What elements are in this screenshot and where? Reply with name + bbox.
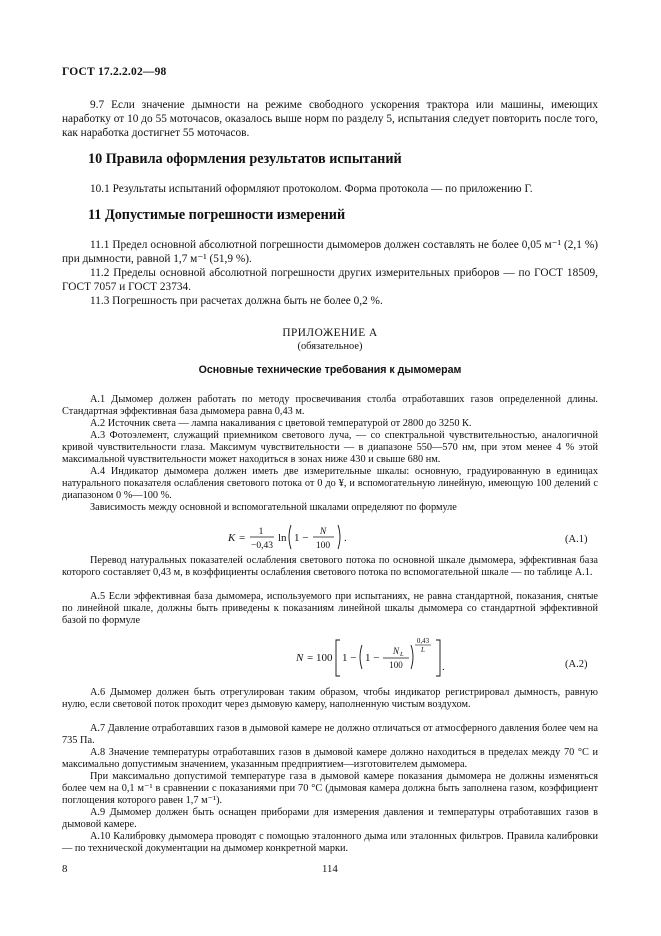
svg-text:1: 1 (258, 527, 264, 537)
paragraph-11-2: 11.2 Пределы основной абсолютной погрешности других измерительных приборов — по ГОСТ 18509, ГОСТ 7057 и ГОСТ 23734. (62, 267, 598, 294)
paragraph-a7: А.7 Давление отработавших газов в дымовой камере не должно отличаться от атмосферного давления более чем на 735 Па. (62, 723, 598, 746)
svg-text:100: 100 (315, 541, 331, 551)
svg-text:N: N (319, 527, 327, 537)
paragraph-10-1: 10.1 Результаты испытаний оформляют протоколом. Форма протокола — по приложению Г. (90, 183, 533, 195)
svg-text:N: N (393, 646, 400, 656)
paragraph-a8-continued: При максимально допустимой температуре газа в дымовой камере показания дымомера не должны изменяться более чем на 0,1 м⁻¹ в сравнении с показаниями при 70 °С (дымовая камера должна быть заполнена газом, коэффициент поглощения которого равен 1,7 м⁻¹). (62, 771, 598, 806)
paragraph-a4-formula-intro: Зависимость между основной и вспомогательной шкалами определяют по формуле (90, 502, 457, 513)
formula-a2 (296, 634, 456, 680)
svg-text:L: L (400, 651, 404, 658)
svg-text:.: . (344, 532, 347, 544)
svg-text:= 100: = 100 (307, 652, 333, 664)
svg-text:0,43: 0,43 (416, 637, 430, 645)
paragraph-a1: А.1 Дымомер должен работать по методу просвечивания столба отработавших газов определенной длины. Стандартная эффективная база дымомера равна 0,43 м. (62, 394, 598, 417)
svg-text:K: K (228, 532, 236, 544)
svg-text:1 −: 1 − (294, 532, 309, 544)
svg-text:L: L (421, 646, 425, 654)
paragraph-a5: А.5 Если эффективная база дымомера, используемого при испытаниях, не равна стандартной, показания, снятые по линейной шкале, должны быть приведены к показаниям линейной шкалы дымомера со стандартной эффективной базой по формуле (62, 591, 598, 626)
annex-title: ПРИЛОЖЕНИЕ А (282, 327, 378, 339)
svg-text:N: N (296, 652, 304, 664)
paragraph-after-a1: Перевод натуральных показателей ослабления светового потока по основной шкале дымомера, эффективная база которого составляет 0,43 м, в коэффициенты ослабления светового потока по вспомогательной шкале — по таблице А.1. (62, 555, 598, 578)
paragraph-11-3: 11.3 Погрешность при расчетах должна быть не более 0,2 %. (90, 295, 383, 307)
annex-subtitle: (обязательное) (297, 341, 363, 352)
paragraph-a8: А.8 Значение температуры отработавших газов в дымовой камере должно находиться в пределах между 70 °С и максимально допустимым значением, указанным предприятием—изготовителем дымомера. (62, 747, 598, 770)
page-number-center: 114 (322, 863, 338, 875)
paragraph-a9: А.9 Дымомер должен быть оснащен приборами для измерения давления и температуры отработавших газов в дымовой камере. (62, 807, 598, 830)
equation-number-a1: (А.1) (565, 534, 588, 545)
section-10-title: 10 Правила оформления результатов испытаний (88, 151, 402, 167)
document-header: ГОСТ 17.2.2.02—98 (62, 66, 167, 78)
svg-text:=: = (239, 532, 246, 544)
formula-a1 (228, 520, 428, 554)
paragraph-a6: А.6 Дымомер должен быть отрегулирован таким образом, чтобы индикатор регистрировал дымность, равную нулю, если световой поток проходит через дымовую камеру, наполненную чистым воздухом. (62, 687, 598, 710)
paragraph-11-1: 11.1 Предел основной абсолютной погрешности дымомеров должен составлять не более 0,05 м⁻¹ (2,1 %) при дымности, равной 1,7 м⁻¹ (51,9 %). (62, 239, 598, 266)
page-number-left: 8 (62, 863, 68, 875)
annex-heading: Основные технические требования к дымомерам (198, 364, 462, 376)
paragraph-a2: А.2 Источник света — лампа накаливания с цветовой температурой от 2800 до 3250 К. (90, 418, 472, 429)
section-11-title: 11 Допустимые погрешности измерений (88, 207, 346, 223)
svg-text:100: 100 (389, 660, 403, 670)
svg-text:ln: ln (278, 532, 287, 544)
equation-number-a2: (А.2) (565, 659, 588, 670)
svg-text:1 −: 1 − (365, 652, 380, 664)
svg-text:.: . (442, 661, 445, 673)
svg-text:1 −: 1 − (342, 652, 357, 664)
paragraph-9-7: 9.7 Если значение дымности на режиме свободного ускорения трактора или машины, имеющих наработку от 10 до 55 моточасов, оказалось выше норм по разделу 5, испытания следует повторить после того, как наработка достигнет 55 моточасов. (62, 99, 598, 140)
svg-text:−0,43: −0,43 (251, 541, 273, 551)
paragraph-a3: А.3 Фотоэлемент, служащий приемником светового луча, — со спектральной чувствительностью, аналогичной кривой чувствительности глаза. Максимум чувствительности — в диапазоне 550—570 нм, при этом менее 4 % этой максимальной чувствительности может находиться в зонах ниже 430 и свыше 680 нм. (62, 430, 598, 465)
paragraph-a4: А.4 Индикатор дымомера должен иметь две измерительные шкалы: основную, градуированную в единицах натурального показателя ослабления светового потока от 0 до ¥, и вспомогательную линейную, имеющую 100 делений с диапазоном 0 %—100 %. (62, 466, 598, 501)
paragraph-a10: А.10 Калибровку дымомера проводят с помощью эталонного дыма или эталонных фильтров. Правила калибровки — по технической документации на дымомер конкретной марки. (62, 831, 598, 854)
